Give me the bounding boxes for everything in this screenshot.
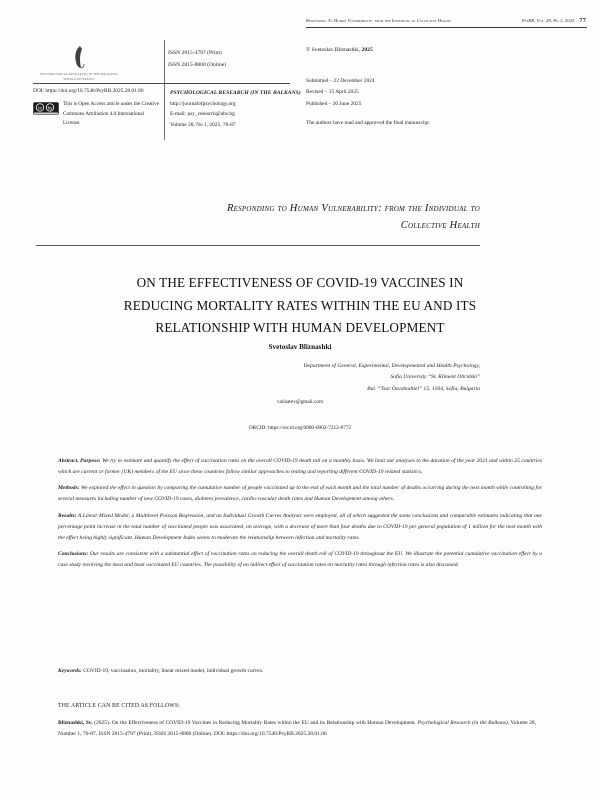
logo-caption-line1: PSYCHOLOGICAL RESEARCH (IN THE BALKANS) (40, 72, 118, 76)
abstract (58, 456, 542, 577)
abstract-results-text: A Linear Mixed Model, a Multilevel Poisson Regression, and an Individual Growth Curves Analysis were employed, all of which suggested the same conclusions and comparable estimates indicating that one percentage point increase in the total number of vaccinated people was associated, on average, with a decrease of more than four deaths due to COVID-19 per general population of 1 million for the next month with the effect being highly significant. Human Development Index seems to moderate the relationship between infection and mortality rates. (58, 512, 542, 541)
citation-text (58, 718, 536, 739)
date-submitted: Submitted – 22 December 2024 (306, 78, 375, 84)
abstract-results-label: Results: (58, 512, 77, 519)
copyright-symbol: © (306, 47, 311, 53)
abstract-purpose-label: Abstract. Purpose: (58, 458, 101, 464)
date-published: Published – 30 June 2025 (306, 100, 362, 107)
abstract-conclusions (58, 549, 542, 571)
citation-part2: , Volume 28, Number 1, 76-87. ISSN 2815-4797 (Print), ISSN 2815-8800 (Online). DOI: https://doi.org/10.7546/PsyRB.2025.28.01.06 (58, 720, 536, 737)
issue-section-title (64, 200, 480, 235)
section-rule (36, 245, 480, 246)
keywords-label: Keywords: (58, 668, 82, 674)
logo-caption-line2: SOFIA UNIVERSITY (63, 77, 95, 82)
abstract-conclusions-label: Conclusions: (58, 551, 89, 558)
issn-print: ISSN 2815-4797 (Print) (168, 50, 222, 56)
svg-text:by: by (47, 105, 53, 111)
affiliation-line3: Bul. “Tsar Osvoboditel” 15, 1504, Sofia, Bulgaria (367, 385, 480, 392)
svg-text:cc: cc (37, 105, 43, 111)
author-email[interactable]: valisatev@gmail.com (276, 399, 324, 405)
masthead-rule (33, 83, 290, 84)
doi-link[interactable]: DOI: https://doi.org/10.7546/PsyRB.2025.28.01.06 (33, 88, 144, 94)
author-orcid[interactable]: ORCID: https://orcid.org/0000-0002-7212-8772 (248, 425, 352, 431)
author-approval-statement: The authors have read and approved the final manuscript. (306, 120, 431, 126)
running-head (306, 17, 586, 24)
keywords-text: COVID-19, vaccination, mortality, linear mixed model, individual growth curves. (81, 668, 264, 674)
article-author: Svetoslav Bliznashki (268, 343, 332, 351)
running-head-title: Responding To Human Vulnerability: from the Individual to Collective Health (306, 18, 451, 23)
journal-url[interactable]: http://journalofpsychology.org (170, 100, 236, 107)
article-title (45, 272, 555, 340)
abstract-purpose-text: We try to estimate and quantify the effect of vaccination rates on the overall COVID-19 death toll on a monthly basis. We limit our analyses to the duration of the year 2021 and within 25 countries which are current or former (UK) members of the EU since these countries follow similar approaches to testing and reporting different COVID-19 related statistics. (58, 458, 543, 475)
journal-email[interactable]: E-mail: psy_research@abv.bg (170, 111, 235, 118)
license-block (33, 100, 161, 129)
running-head-journal-ref: PsyRB, Vol. 28, No 1, 2025 (521, 18, 575, 23)
header-rule (306, 27, 587, 28)
issue-section-title-line1: Responding to Human Vulnerability: from the Individual to (226, 203, 480, 214)
issn-online: ISSN 2815-8800 (Online) (168, 62, 227, 69)
license-text: This is Open Access article under the Creative Commons Attribution 4.0 International License. (63, 101, 160, 127)
abstract-purpose (58, 456, 542, 478)
citation-heading: THE ARTICLE CAN BE CITED AS FOLLOWS: (58, 703, 180, 709)
journal-volume: Volume 28, No 1, 2025, 76-87 (170, 121, 236, 128)
journal-logo (36, 43, 122, 82)
article-title-line2: REDUCING MORTALITY RATES WITHIN THE EU AND ITS (123, 297, 477, 313)
affiliation-line1: Department of General, Experimental, Developmental and Health Psychology, (303, 363, 480, 369)
copyright-author: Svetoslav Bliznashki (311, 47, 359, 53)
journal-logo-icon (36, 43, 122, 71)
article-title-line1: ON THE EFFECTIVENESS OF COVID-19 VACCINES IN (136, 275, 464, 290)
copyright-line: © Svetoslav Bliznashki, 2025 (306, 47, 373, 53)
abstract-results (58, 511, 542, 544)
author-affiliation (120, 361, 480, 395)
citation-journal: Psychological Research (in the Balkans) (417, 720, 508, 726)
page-number: 77 (579, 17, 586, 24)
abstract-methods (58, 483, 542, 505)
journal-name: PSYCHOLOGICAL RESEARCH (IN THE BALKANS) (170, 90, 301, 96)
masthead-vertical-rule (164, 40, 165, 140)
copyright-year: 2025 (361, 47, 373, 53)
keywords (58, 668, 542, 674)
date-revised: Revised – 15 April 2025 (306, 89, 359, 96)
affiliation-line2: Sofia University “St. Kliment Ohridski” (390, 374, 480, 381)
creative-commons-icon (33, 102, 59, 115)
citation-author: Bliznashki, Sv. (58, 720, 93, 726)
citation-part1: (2025). On the Effectiveness of COVID-19 Vaccines in Reducing Mortality Rates within the EU and its Relationship with Human Development. (92, 720, 418, 726)
abstract-methods-label: Methods: (58, 485, 80, 492)
publication-dates (306, 76, 375, 110)
issn-block (168, 47, 226, 71)
journal-info-block (170, 88, 301, 131)
issue-section-title-line2: Collective Health (400, 220, 480, 232)
abstract-conclusions-text: Our results are consistent with a substantial effect of vaccination rates on reducing the overall death toll of COVID-19 throughout the EU. We illustrate the potential cumulative vaccination effect by a case study involving the most and least vaccinated EU countries. The possibility of an indirect effect of vaccination rates on mortality rates through infection rates is also discussed. (58, 551, 542, 569)
abstract-methods-text: We explored the effect in question by comparing the cumulative number of people vaccinated up to the end of each month and the total number of deaths occurring during the next month while controlling for several measures including number of new COVID-19 cases, diabetes prevalence, cardio-vascular death rates and Human Development among others. (58, 485, 542, 503)
article-title-line3: RELATIONSHIP WITH HUMAN DEVELOPMENT (155, 320, 445, 336)
